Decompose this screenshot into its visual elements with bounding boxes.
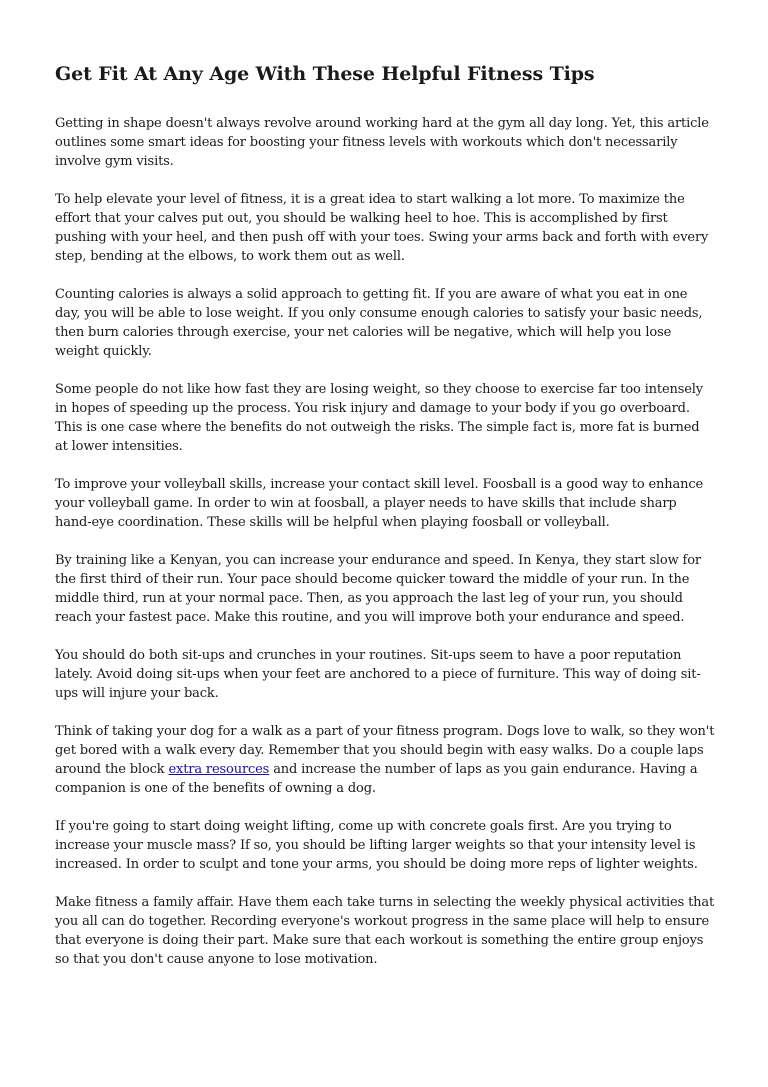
paragraph-kenyan: By training like a Kenyan, you can increase your endurance and speed. In Kenya, they start slow for the first third of their run. Your pace should become quicker toward the middle of your run. In the middle third, run at your normal pace. Then, as you approach the last leg of your run, you should reach your fastest pace. Make this routine, and you will improve both your endurance and speed. [55, 553, 701, 625]
paragraph-family: Make fitness a family affair. Have them each take turns in selecting the weekly physical activities that you all can do together. Recording everyone's workout progress in the same place will help to ensure that everyone is doing their part. Make sure that each workout is something the entire group enjoys so that you don't cause anyone to lose motivation. [55, 895, 715, 967]
paragraph-weight-lifting: If you're going to start doing weight lifting, come up with concrete goals first. Are you trying to increase your muscle mass? If so, you should be lifting larger weights so that your intensity level is increased. In order to sculpt and tone your arms, you should be doing more reps of lighter weights. [55, 819, 698, 872]
paragraph-calories: Counting calories is always a solid approach to getting fit. If you are aware of what you eat in one day, you will be able to lose weight. If you only consume enough calories to satisfy your basic needs, then burn calories through exercise, your net calories will be negative, which will help you lose weight quickly. [55, 287, 703, 359]
extra-resources-link[interactable]: extra resources [168, 762, 270, 777]
paragraph-intro: Getting in shape doesn't always revolve around working hard at the gym all day long. Yet, this article outlines some smart ideas for boosting your fitness levels with workouts which don't necessarily involve gym visits. [55, 116, 709, 169]
paragraph-walking: To help elevate your level of fitness, it is a great idea to start walking a lot more. To maximize the effort that your calves put out, you should be walking heel to hoe. This is accomplished by first pushing with your heel, and then push off with your toes. Swing your arms back and forth with every step, bending at the elbows, to work them out as well. [55, 192, 709, 264]
paragraph-volleyball: To improve your volleyball skills, increase your contact skill level. Foosball is a good way to enhance your volleyball game. In order to win at foosball, a player needs to have skills that include sharp hand-eye coordination. These skills will be helpful when playing foosball or volleyball. [55, 477, 703, 530]
paragraph-situps: You should do both sit-ups and crunches in your routines. Sit-ups seem to have a poor reputation lately. Avoid doing sit-ups when your feet are anchored to a piece of furniture. This way of doing sit-ups will injure your back. [55, 648, 701, 701]
dog-text-after-link: and increase the number of laps as you gain endurance. Having a companion is one of the benefits of owning a dog. [55, 762, 698, 796]
paragraph-intensity: Some people do not like how fast they are losing weight, so they choose to exercise far too intensely in hopes of speeding up the process. You risk injury and damage to your body if you go overboard. This is one case where the benefits do not outweigh the risks. The simple fact is, more fat is burned at lower intensities. [55, 382, 704, 454]
paragraph-dog [55, 722, 715, 798]
dog-text-before-link: Think of taking your dog for a walk as a part of your fitness program. Dogs love to walk, so they won't get bored with a walk every day. Remember that you should begin with easy walks. Do a couple laps around the block [55, 724, 715, 777]
article-title: Get Fit At Any Age With These Helpful Fitness Tips [55, 63, 595, 85]
